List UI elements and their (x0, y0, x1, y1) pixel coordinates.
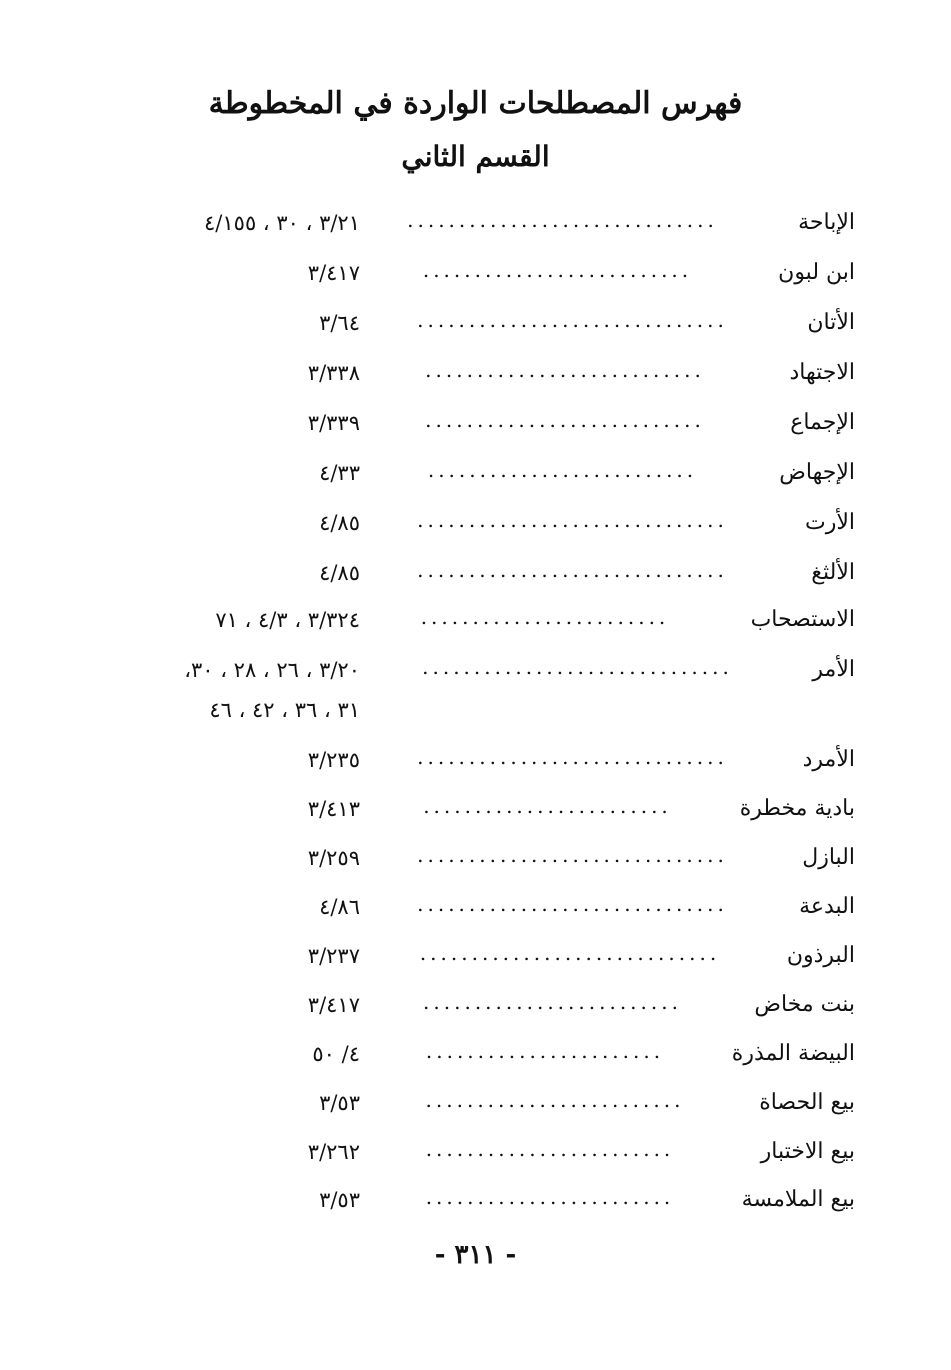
entry-pages: ٣/٣٣٨ (307, 361, 360, 385)
entry-term: بنت مخاض (754, 992, 855, 1017)
leader-dots: .............................. (417, 308, 728, 332)
entry-pages: ٣/٢٦٢ (307, 1140, 360, 1164)
index-entry (110, 1132, 855, 1172)
entry-term: بيع الملامسة (741, 1187, 855, 1212)
leader-dots: ........................ (423, 794, 672, 818)
index-entry (110, 253, 855, 293)
index-entry (110, 553, 855, 593)
entry-term: البرذون (786, 943, 855, 968)
leader-dots: .............................. (417, 892, 728, 916)
entry-pages: ٣/٤١٧ (307, 993, 360, 1017)
index-entry (110, 600, 855, 640)
leader-dots: ........................... (425, 408, 705, 432)
index-entry (110, 887, 855, 927)
entry-pages: ٣/٢١ ، ٣٠ ، ٤/١٥٥ (204, 211, 360, 235)
index-entry (110, 740, 855, 780)
index-entry (110, 1083, 855, 1123)
page-title: فهرس المصطلحات الواردة في المخطوطة (208, 86, 743, 121)
index-entry (110, 353, 855, 393)
index-entry (110, 303, 855, 343)
entry-term: بيع الاختبار (760, 1139, 855, 1164)
entry-term: الأمر (812, 657, 855, 682)
entry-pages: ٣/٥٣ (319, 1091, 360, 1115)
index-entry (110, 453, 855, 493)
index-entry (110, 403, 855, 443)
entry-pages: ٣/٦٤ (319, 311, 360, 335)
entry-pages: ٣/٥٣ (319, 1188, 360, 1212)
leader-dots: .............................. (417, 843, 728, 867)
entry-pages: ٣/٢٥٩ (307, 846, 360, 870)
entry-pages: ٤/٣٣ (319, 461, 360, 485)
entry-term: الاستصحاب (750, 607, 855, 632)
section-subtitle: القسم الثاني (401, 140, 550, 173)
entry-pages: ٣/٢٣٥ (307, 748, 360, 772)
entry-pages-continued: ٣١ ، ٣٦ ، ٤٢ ، ٤٦ (209, 698, 360, 722)
entry-term: بيع الحصاة (759, 1090, 855, 1115)
index-entry (110, 650, 855, 690)
leader-dots: ........................ (425, 1137, 675, 1161)
leader-dots: ........................ (420, 605, 670, 629)
entry-pages: ٤/٨٥ (319, 561, 360, 585)
entry-term: الأرت (805, 510, 855, 535)
index-entry (110, 1180, 855, 1220)
entry-pages: ٣/٣٢٤ ، ٤/٣ ، ٧١ (215, 608, 360, 632)
entry-term: الأتان (807, 310, 855, 335)
entry-pages: ٤/٨٦ (319, 895, 360, 919)
entry-pages: ٣/٢٠ ، ٢٦ ، ٢٨ ، ٣٠، (184, 658, 360, 682)
entry-term: الألثغ (811, 560, 855, 585)
leader-dots: .............................. (422, 655, 733, 679)
entry-term: الإجماع (790, 410, 855, 435)
leader-dots: .............................. (417, 745, 728, 769)
entry-term: الاجتهاد (789, 360, 855, 385)
leader-dots: ............................. (419, 941, 721, 965)
leader-dots: ......................... (425, 1088, 685, 1112)
leader-dots: .............................. (407, 208, 718, 232)
entry-term: الإباحة (798, 210, 855, 235)
index-entry-continuation (110, 690, 855, 730)
index-entry (110, 936, 855, 976)
leader-dots: ......................... (423, 990, 682, 1014)
entry-pages: ٣/٤١٧ (307, 261, 360, 285)
leader-dots: .............................. (417, 558, 728, 582)
entry-pages: ٣/٢٣٧ (307, 944, 360, 968)
entry-term: ابن لبون (778, 260, 855, 285)
index-entry (110, 203, 855, 243)
index-entry (110, 1034, 855, 1074)
leader-dots: ........................... (425, 358, 705, 382)
leader-dots: .......................... (427, 458, 698, 482)
entry-term: الأمرد (802, 747, 855, 772)
index-entry (110, 838, 855, 878)
leader-dots: .......................... (422, 258, 693, 282)
leader-dots: ........................ (425, 1185, 675, 1209)
leader-dots: ....................... (425, 1039, 665, 1063)
entry-term: البازل (802, 845, 855, 870)
entry-pages: ٤/ ٥٠ (312, 1042, 360, 1066)
index-entry (110, 503, 855, 543)
index-entry (110, 789, 855, 829)
entry-term: الإجهاض (779, 460, 855, 485)
entry-term: بادية مخطرة (739, 796, 855, 821)
entry-term: البيضة المذرة (731, 1041, 855, 1066)
entry-pages: ٣/٣٣٩ (307, 411, 360, 435)
index-entry (110, 985, 855, 1025)
entry-term: البدعة (799, 894, 855, 919)
entry-pages: ٣/٤١٣ (307, 797, 360, 821)
entry-pages: ٤/٨٥ (319, 511, 360, 535)
leader-dots: .............................. (417, 508, 728, 532)
page-number: - ٣١١ - (434, 1240, 517, 1270)
